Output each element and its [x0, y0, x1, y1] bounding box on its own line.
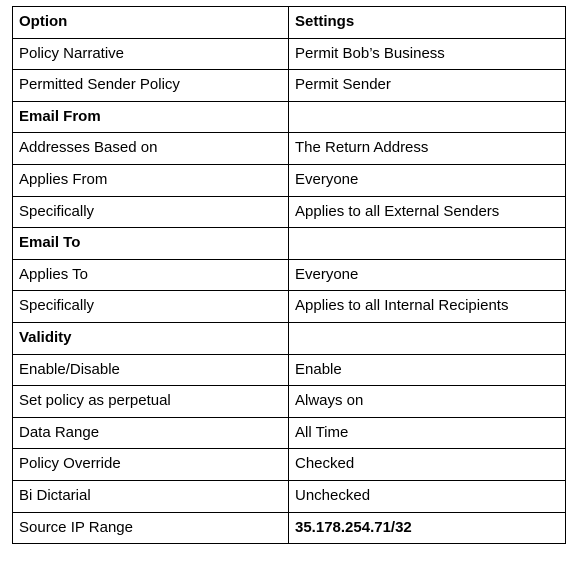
section-title: Validity: [13, 322, 289, 354]
setting-cell: All Time: [289, 417, 566, 449]
option-cell: Applies From: [13, 164, 289, 196]
setting-cell: The Return Address: [289, 133, 566, 165]
table-row: [13, 38, 566, 70]
setting-cell: Everyone: [289, 259, 566, 291]
header-option: Option: [13, 7, 289, 39]
setting-cell: [289, 322, 566, 354]
setting-cell: Applies to all Internal Recipients: [289, 291, 566, 323]
setting-cell: [289, 228, 566, 260]
table-row: [13, 417, 566, 449]
table-row: [13, 480, 566, 512]
table-row: [13, 133, 566, 165]
section-header-row: [13, 101, 566, 133]
table-row: [13, 291, 566, 323]
setting-cell: Permit Sender: [289, 70, 566, 102]
table-row: [13, 354, 566, 386]
table-row: [13, 449, 566, 481]
table-row: [13, 259, 566, 291]
option-cell: Policy Narrative: [13, 38, 289, 70]
table-row: [13, 164, 566, 196]
table-header-row: [13, 7, 566, 39]
section-header-row: [13, 228, 566, 260]
table-row: [13, 512, 566, 544]
setting-cell: Enable: [289, 354, 566, 386]
table-body: [13, 7, 566, 544]
setting-cell: Applies to all External Senders: [289, 196, 566, 228]
option-cell: Applies To: [13, 259, 289, 291]
option-cell: Enable/Disable: [13, 354, 289, 386]
section-title: Email To: [13, 228, 289, 260]
option-cell: Specifically: [13, 291, 289, 323]
option-cell: Permitted Sender Policy: [13, 70, 289, 102]
option-cell: Data Range: [13, 417, 289, 449]
setting-cell: Checked: [289, 449, 566, 481]
setting-cell: Everyone: [289, 164, 566, 196]
policy-settings-table: [12, 6, 566, 544]
header-settings: Settings: [289, 7, 566, 39]
setting-cell: Always on: [289, 386, 566, 418]
setting-cell: Permit Bob’s Business: [289, 38, 566, 70]
table-row: [13, 70, 566, 102]
option-cell: Policy Override: [13, 449, 289, 481]
setting-cell: 35.178.254.71/32: [289, 512, 566, 544]
setting-cell: Unchecked: [289, 480, 566, 512]
option-cell: Bi Dictarial: [13, 480, 289, 512]
section-title: Email From: [13, 101, 289, 133]
section-header-row: [13, 322, 566, 354]
option-cell: Set policy as perpetual: [13, 386, 289, 418]
table-row: [13, 196, 566, 228]
option-cell: Source IP Range: [13, 512, 289, 544]
setting-cell: [289, 101, 566, 133]
table-row: [13, 386, 566, 418]
option-cell: Specifically: [13, 196, 289, 228]
option-cell: Addresses Based on: [13, 133, 289, 165]
